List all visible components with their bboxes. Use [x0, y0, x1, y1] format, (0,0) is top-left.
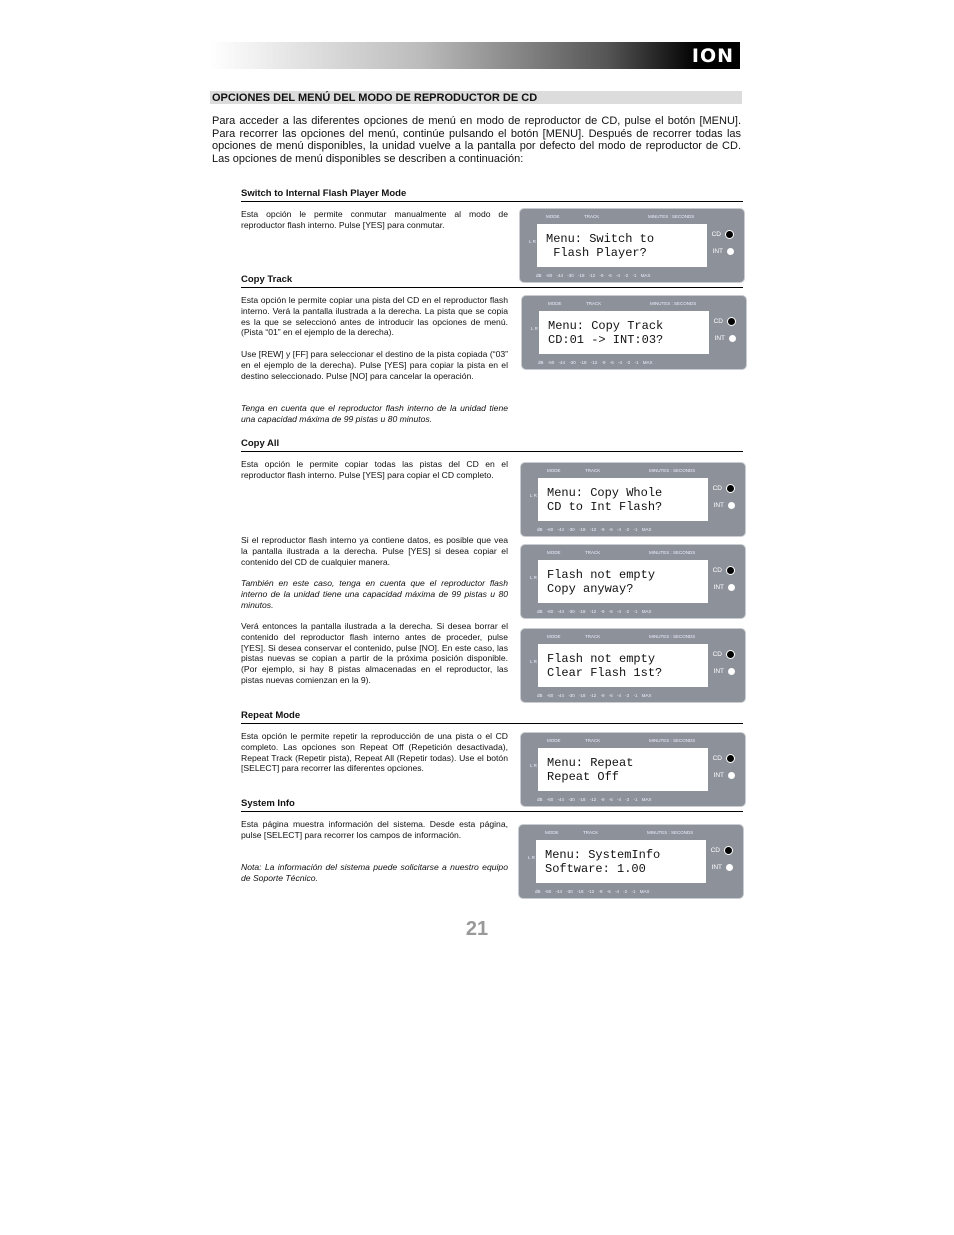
- lr-label: L R: [531, 326, 538, 331]
- int-label: INT: [713, 502, 724, 510]
- cd-indicator: [713, 484, 735, 493]
- lr-label: L R: [529, 239, 536, 244]
- track-label: TRACK: [586, 301, 602, 306]
- heading-copy-all: Copy All: [241, 438, 743, 452]
- int-led-icon: [729, 335, 736, 342]
- int-indicator: [714, 772, 735, 779]
- lr-label: L R: [530, 575, 537, 580]
- lr-label: L R: [530, 763, 537, 768]
- cd-label: CD: [710, 847, 720, 855]
- time-label: MINUTES : SECONDS: [649, 634, 696, 639]
- paragraph: Esta opción le permite copiar todas las pistas del CD en el reproductor flash interno. Pulse [YES] para copiar el CD completo.: [241, 459, 508, 480]
- level-scale: dB -60 -44 -30 -18 -12 -9 -6 -4 -2 -1 MAX: [535, 889, 650, 894]
- lcd-screen: [539, 311, 709, 354]
- intro-paragraph: Para acceder a las diferentes opciones de menú en modo de reproductor de CD, pulse el botón [MENU]. Para recorrer las opciones del menú, continúe pulsando el botón [MENU]. Después de recorrer todas las opciones de menú disponibles, la unidad vuelve a la pantalla por defecto del modo de reproductor de CD. Las opciones de menú disponibles se describen a continuación:: [212, 115, 741, 165]
- lcd-screen: [538, 560, 708, 603]
- int-label: INT: [711, 864, 722, 872]
- lcd-line-2: Flash Player?: [546, 246, 647, 260]
- lcd-line-2: CD to Int Flash?: [547, 500, 663, 514]
- int-label: INT: [714, 335, 725, 343]
- cd-label: CD: [712, 651, 722, 659]
- cd-led-icon: [727, 317, 736, 326]
- lcd-screen: [538, 478, 708, 521]
- int-indicator: [713, 248, 734, 255]
- mode-label: MODE: [547, 738, 561, 743]
- lcd-line-1: Flash not empty: [547, 568, 656, 582]
- cd-indicator: [712, 230, 734, 239]
- track-label: TRACK: [585, 634, 601, 639]
- level-scale: dB -60 -44 -30 -18 -12 -9 -6 -4 -2 -1 MAX: [537, 609, 652, 614]
- lcd-line-1: Menu: Copy Whole: [547, 486, 663, 500]
- lcd-screen: [538, 644, 708, 687]
- time-label: MINUTES : SECONDS: [647, 830, 694, 835]
- paragraph: Si el reproductor flash interno ya contiene datos, es posible que vea la pantalla ilustrada a la derecha. Pulse [YES] si desea copiar el contenido del CD de cualquier manera.: [241, 535, 508, 567]
- cd-label: CD: [711, 231, 721, 239]
- note-paragraph: Tenga en cuenta que el reproductor flash interno de la unidad tiene una capacidad máxima de 99 pistas u 80 minutos.: [241, 403, 508, 424]
- int-led-icon: [728, 502, 735, 509]
- cd-label: CD: [712, 755, 722, 763]
- lcd-line-1: Menu: Copy Track: [548, 319, 664, 333]
- paragraph: Esta opción le permite conmutar manualmente al modo de reproductor flash interno. Pulse [YES] para conmutar.: [241, 209, 508, 230]
- lcd-display-illustration: [518, 824, 744, 899]
- lcd-display-illustration: [520, 628, 746, 703]
- paragraph: Esta opción le permite repetir la reproducción de una pista o el CD completo. Las opciones son Repeat Off (Repetición desactivada), Repeat Track (Repetir pista), Repeat All (Repetir todas). Use el botón [SELECT] para recorrer las diferentes opciones.: [241, 731, 508, 774]
- lcd-display-illustration: [521, 295, 747, 370]
- int-led-icon: [728, 668, 735, 675]
- cd-indicator: [711, 846, 733, 855]
- lcd-screen: [537, 224, 707, 267]
- level-scale: dB -60 -44 -30 -18 -12 -9 -6 -4 -2 -1 MAX: [538, 360, 653, 365]
- cd-led-icon: [726, 484, 735, 493]
- heading-repeat-mode: Repeat Mode: [241, 710, 743, 724]
- lcd-line-1: Menu: Repeat: [547, 756, 634, 770]
- mode-label: MODE: [547, 550, 561, 555]
- lr-label: L R: [530, 659, 537, 664]
- heading-system-info: System Info: [241, 798, 743, 812]
- cd-indicator: [713, 754, 735, 763]
- int-label: INT: [713, 584, 724, 592]
- lcd-line-1: Flash not empty: [547, 652, 656, 666]
- track-label: TRACK: [585, 738, 601, 743]
- lcd-display-illustration: [520, 544, 746, 619]
- note-paragraph: También en este caso, tenga en cuenta que el reproductor flash interno de la unidad tiene una capacidad máxima de 99 pistas u 80 minutos.: [241, 578, 508, 610]
- int-indicator: [714, 584, 735, 591]
- cd-indicator: [713, 566, 735, 575]
- int-indicator: [715, 335, 736, 342]
- cd-indicator: [713, 650, 735, 659]
- level-scale: dB -60 -44 -30 -18 -12 -9 -6 -4 -2 -1 MAX: [536, 273, 651, 278]
- cd-led-icon: [724, 846, 733, 855]
- track-label: TRACK: [583, 830, 599, 835]
- lcd-display-illustration: [520, 462, 746, 537]
- lcd-screen: [536, 840, 706, 883]
- int-indicator: [714, 502, 735, 509]
- level-scale: dB -60 -44 -30 -18 -12 -9 -6 -4 -2 -1 MAX: [537, 693, 652, 698]
- time-label: MINUTES : SECONDS: [649, 468, 696, 473]
- lcd-display-illustration: [519, 208, 745, 283]
- cd-indicator: [714, 317, 736, 326]
- mode-label: MODE: [548, 301, 562, 306]
- int-led-icon: [728, 584, 735, 591]
- int-led-icon: [728, 772, 735, 779]
- lcd-line-2: Repeat Off: [547, 770, 620, 784]
- track-label: TRACK: [584, 214, 600, 219]
- time-label: MINUTES : SECONDS: [649, 738, 696, 743]
- paragraph: Use [REW] y [FF] para seleccionar el destino de la pista copiada (“03” en el ejemplo de la derecha). Pulse [YES] para copiar la pista en el destino seleccionado. Pulse [NO] para cancelar la operación.: [241, 349, 508, 381]
- mode-label: MODE: [545, 830, 559, 835]
- cd-label: CD: [713, 318, 723, 326]
- int-label: INT: [712, 248, 723, 256]
- int-led-icon: [726, 864, 733, 871]
- paragraph: Esta opción le permite copiar una pista del CD en el reproductor flash interno. Verá la pantalla ilustrada a la derecha. La pista que se copia es la que se seleccionó antes de introducir las opciones de menú. (Pista “01” en el ejemplo de la derecha).: [241, 295, 508, 338]
- level-scale: dB -60 -44 -30 -18 -12 -9 -6 -4 -2 -1 MAX: [537, 797, 652, 802]
- lcd-line-2: Clear Flash 1st?: [547, 666, 663, 680]
- cd-led-icon: [725, 230, 734, 239]
- cd-led-icon: [726, 754, 735, 763]
- lcd-line-2: CD:01 -> INT:03?: [548, 333, 664, 347]
- cd-led-icon: [726, 650, 735, 659]
- lcd-line-1: Menu: SystemInfo: [545, 848, 661, 862]
- int-indicator: [712, 864, 733, 871]
- heading-switch-flash: Switch to Internal Flash Player Mode: [241, 188, 743, 202]
- int-led-icon: [727, 248, 734, 255]
- ion-logo: ION: [691, 45, 734, 67]
- lcd-display-illustration: [520, 732, 746, 807]
- int-indicator: [714, 668, 735, 675]
- lcd-line-2: Copy anyway?: [547, 582, 634, 596]
- track-label: TRACK: [585, 550, 601, 555]
- lcd-screen: [538, 748, 708, 791]
- mode-label: MODE: [546, 214, 560, 219]
- mode-label: MODE: [547, 634, 561, 639]
- lr-label: L R: [530, 493, 537, 498]
- cd-label: CD: [712, 567, 722, 575]
- header-bar: [210, 42, 740, 69]
- cd-led-icon: [726, 566, 735, 575]
- paragraph: Esta página muestra información del sistema. Desde esta página, pulse [SELECT] para recorrer los campos de información.: [241, 819, 508, 840]
- lcd-line-1: Menu: Switch to: [546, 232, 655, 246]
- time-label: MINUTES : SECONDS: [649, 550, 696, 555]
- section-title: OPCIONES DEL MENÚ DEL MODO DE REPRODUCTOR DE CD: [210, 91, 742, 104]
- page-number: 21: [465, 918, 489, 940]
- time-label: MINUTES : SECONDS: [650, 301, 697, 306]
- note-paragraph: Nota: La información del sistema puede solicitarse a nuestro equipo de Soporte Técnico.: [241, 862, 508, 883]
- level-scale: dB -60 -44 -30 -18 -12 -9 -6 -4 -2 -1 MAX: [537, 527, 652, 532]
- int-label: INT: [713, 668, 724, 676]
- int-label: INT: [713, 772, 724, 780]
- time-label: MINUTES : SECONDS: [648, 214, 695, 219]
- track-label: TRACK: [585, 468, 601, 473]
- lr-label: L R: [528, 855, 535, 860]
- paragraph: Verá entonces la pantalla ilustrada a la derecha. Si desea borrar el contenido del reproductor flash interno antes de proceder, pulse [YES]. Si desea conservar el contenido, pulse [NO]. En este caso, las pistas nuevas se copian a partir de la próxima posición disponible. (Por ejemplo, si hay 8 pistas almacenadas en el reproductor, las pistas nuevas comienzan en la 9).: [241, 621, 508, 685]
- cd-label: CD: [712, 485, 722, 493]
- lcd-line-2: Software: 1.00: [545, 862, 646, 876]
- heading-copy-track: Copy Track: [241, 274, 743, 288]
- mode-label: MODE: [547, 468, 561, 473]
